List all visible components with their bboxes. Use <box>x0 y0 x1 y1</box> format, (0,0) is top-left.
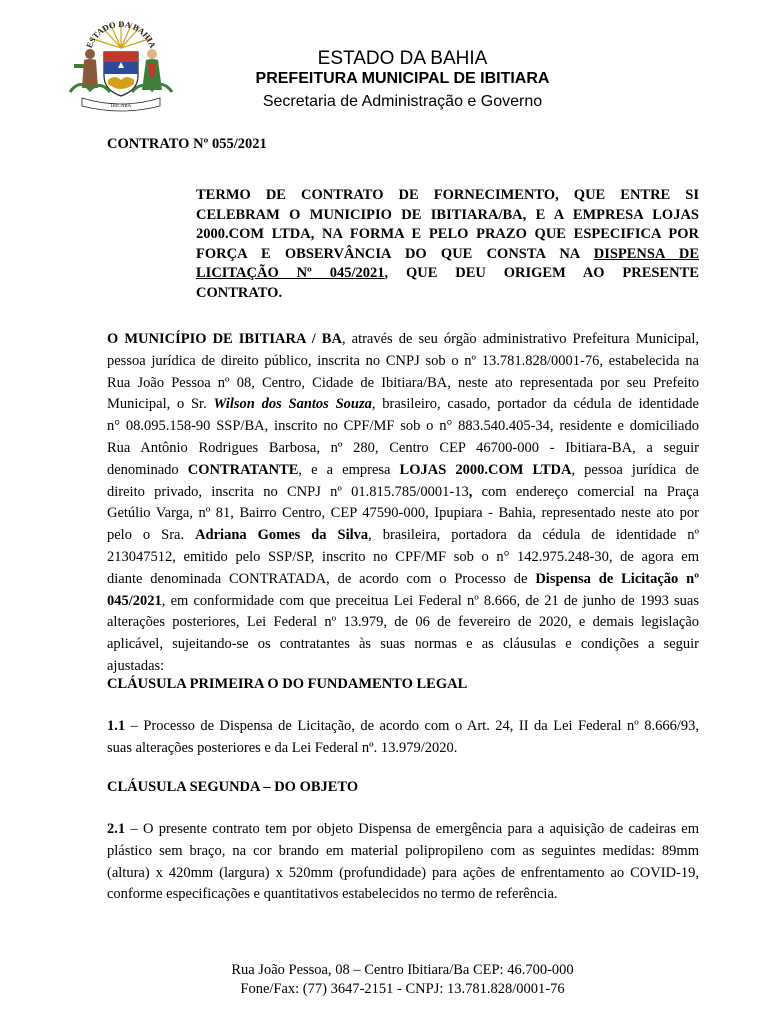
text-run: , brasileira, portadora da cédula de identidade nº <box>368 527 699 544</box>
paragraph-line <box>107 716 699 738</box>
paragraph-line: conforme especificações e quantitativos estabelecidos no termo de referência. <box>107 886 558 903</box>
text-run: pelo o Sra. <box>107 527 196 544</box>
text-run: , em conformidade com que preceitua Lei Federal nº 8.666, de 21 de junho de 1993 suas <box>161 592 699 609</box>
text-run: – Processo de Dispensa de Licitação, de acordo com o Art. 24, II da Lei Federal nº 8.666/93, <box>125 718 699 734</box>
clause-2-paragraph <box>107 819 699 906</box>
paragraph-line: alterações posteriores, Lei Federal nº 13.979, de 06 de fevereiro de 2020, e demais legislação <box>107 614 699 631</box>
text-run: denominado <box>107 461 188 478</box>
term-text: , QUE DEU ORIGEM AO PRESENTE <box>384 265 699 281</box>
mayor-name: Wilson dos Santos Souza <box>213 396 372 413</box>
paragraph-line: Getúlio Varga, nº 81, Bairro Centro, CEP 47590-000, Ipupiara - Bahia, representado neste ato por <box>107 505 699 522</box>
clause-number: 1.1 <box>107 718 126 734</box>
paragraph-line: Rua João Pessoa nº 08, Centro, Cidade de Ibitiara/BA, neste ato representada por seu Prefeito <box>107 374 699 391</box>
contractor-label: CONTRATANTE <box>187 461 299 478</box>
text-run: com endereço comercial na Praça <box>472 483 699 500</box>
term-text: FORÇA E OBSERVÂNCIA DO QUE CONSTA NA <box>196 245 594 262</box>
clause-2-heading: CLÁUSULA SEGUNDA – DO OBJETO <box>107 779 359 795</box>
crest-arc-text: ESTADO DA BAHIA <box>83 18 159 50</box>
paragraph-line <box>107 394 699 416</box>
crest-banner-text: IBICARA <box>110 104 132 109</box>
header-secretariat: Secretaria de Administração e Governo <box>262 93 543 110</box>
term-underlined: DISPENSA DE <box>593 245 700 262</box>
term-line: CELEBRAM O MUNICIPIO DE IBITIARA/BA, E A EMPRESA LOJAS <box>196 206 699 223</box>
paragraph-line: Rua Antônio Rodrigues Barbosa, nº 280, Centro CEP 46700-000 - Ibitiara-BA, a seguir <box>107 439 699 456</box>
coat-of-arms-icon <box>60 18 182 114</box>
clause-1-paragraph <box>107 716 699 760</box>
header-prefecture: PREFEITURA MUNICIPAL DE IBITIARA <box>255 70 550 87</box>
text-run: diante denominada CONTRATADA, de acordo com o Processo de <box>107 570 536 587</box>
paragraph-line: suas alterações posteriores e da Lei Federal nº. 13.979/2020. <box>107 739 458 756</box>
paragraph-line <box>107 591 699 613</box>
company-name: LOJAS 2000.COM LTDA <box>399 461 572 478</box>
paragraph-line <box>107 460 699 482</box>
text-run: , pessoa jurídica de <box>571 461 699 478</box>
text-run: , através de seu órgão administrativo Prefeitura Municipal, <box>341 331 699 347</box>
process-reference: 045/2021 <box>107 592 162 609</box>
paragraph-line <box>107 525 699 547</box>
text-run: direito privado, inscrita no CNPJ nº 01.815.785/0001-13 <box>107 483 469 500</box>
paragraph-line: pessoa jurídica de direito público, inscrita no CNPJ sob o nº 13.781.828/0001-76, estabelecida na <box>107 352 699 369</box>
text-run: Municipal, o Sr. <box>107 396 214 413</box>
paragraph-line: ajustadas: <box>107 657 165 674</box>
representative-name: Adriana Gomes da Silva <box>195 527 369 544</box>
paragraph-line: 213047512, emitido pelo SSP/SP, inscrito no CPF/MF sob o n° 142.975.248-30, de agora em <box>107 548 699 565</box>
text-run: , e a empresa <box>298 461 400 478</box>
footer-contact: Fone/Fax: (77) 3647-2151 - CNPJ: 13.781.828/0001-76 <box>240 981 565 997</box>
paragraph-line: n° 08.095.158-90 SSP/BA, inscrito no CPF/MF sob o n° 883.540.405-34, residente e domiciliado <box>107 418 699 435</box>
process-reference: Dispensa de Licitação nº <box>535 570 699 587</box>
term-line <box>196 245 699 265</box>
term-underlined: LICITAÇÃO Nº 045/2021 <box>196 265 385 281</box>
footer-address: Rua João Pessoa, 08 – Centro Ibitiara/Ba CEP: 46.700-000 <box>231 962 574 978</box>
term-line <box>196 264 699 284</box>
text-run: , <box>468 483 473 500</box>
term-line: CONTRATO. <box>196 284 283 301</box>
term-line: 2000.COM LTDA, NA FORMA E PELO PRAZO QUE ESPECIFICA POR <box>196 226 699 242</box>
paragraph-line <box>107 569 699 591</box>
clause-1-heading: CLÁUSULA PRIMEIRA O DO FUNDAMENTO LEGAL <box>107 676 468 692</box>
paragraph-line: aplicável, sujeitando-se os contratantes às suas normas e as cláusulas e condições a seguir <box>107 636 699 653</box>
contract-number: CONTRATO Nº 055/2021 <box>107 136 267 152</box>
header-state: ESTADO DA BAHIA <box>317 48 488 69</box>
clause-number: 2.1 <box>107 821 126 837</box>
paragraph-line <box>107 819 699 841</box>
term-line: TERMO DE CONTRATO DE FORNECIMENTO, QUE ENTRE SI <box>196 187 699 203</box>
paragraph-line: (altura) x 420mm (largura) x 520mm (profundidade) para ações de enfrentamento ao COVID-19, <box>107 864 699 881</box>
paragraph-line: plástico sem braço, na cor brando em material polipropileno com as seguintes medidas: 89mm <box>107 842 699 859</box>
contract-term-block <box>196 186 699 303</box>
paragraph-line <box>107 329 699 351</box>
paragraph-line <box>107 482 699 504</box>
text-run: , brasileiro, casado, portador da cédula de identidade <box>371 396 699 413</box>
text-run: – O presente contrato tem por objeto Dispensa de emergência para a aquisição de cadeiras em <box>125 821 699 837</box>
preamble-paragraph <box>107 329 699 678</box>
municipality-name: O MUNICÍPIO DE IBITIARA / BA <box>107 331 342 347</box>
